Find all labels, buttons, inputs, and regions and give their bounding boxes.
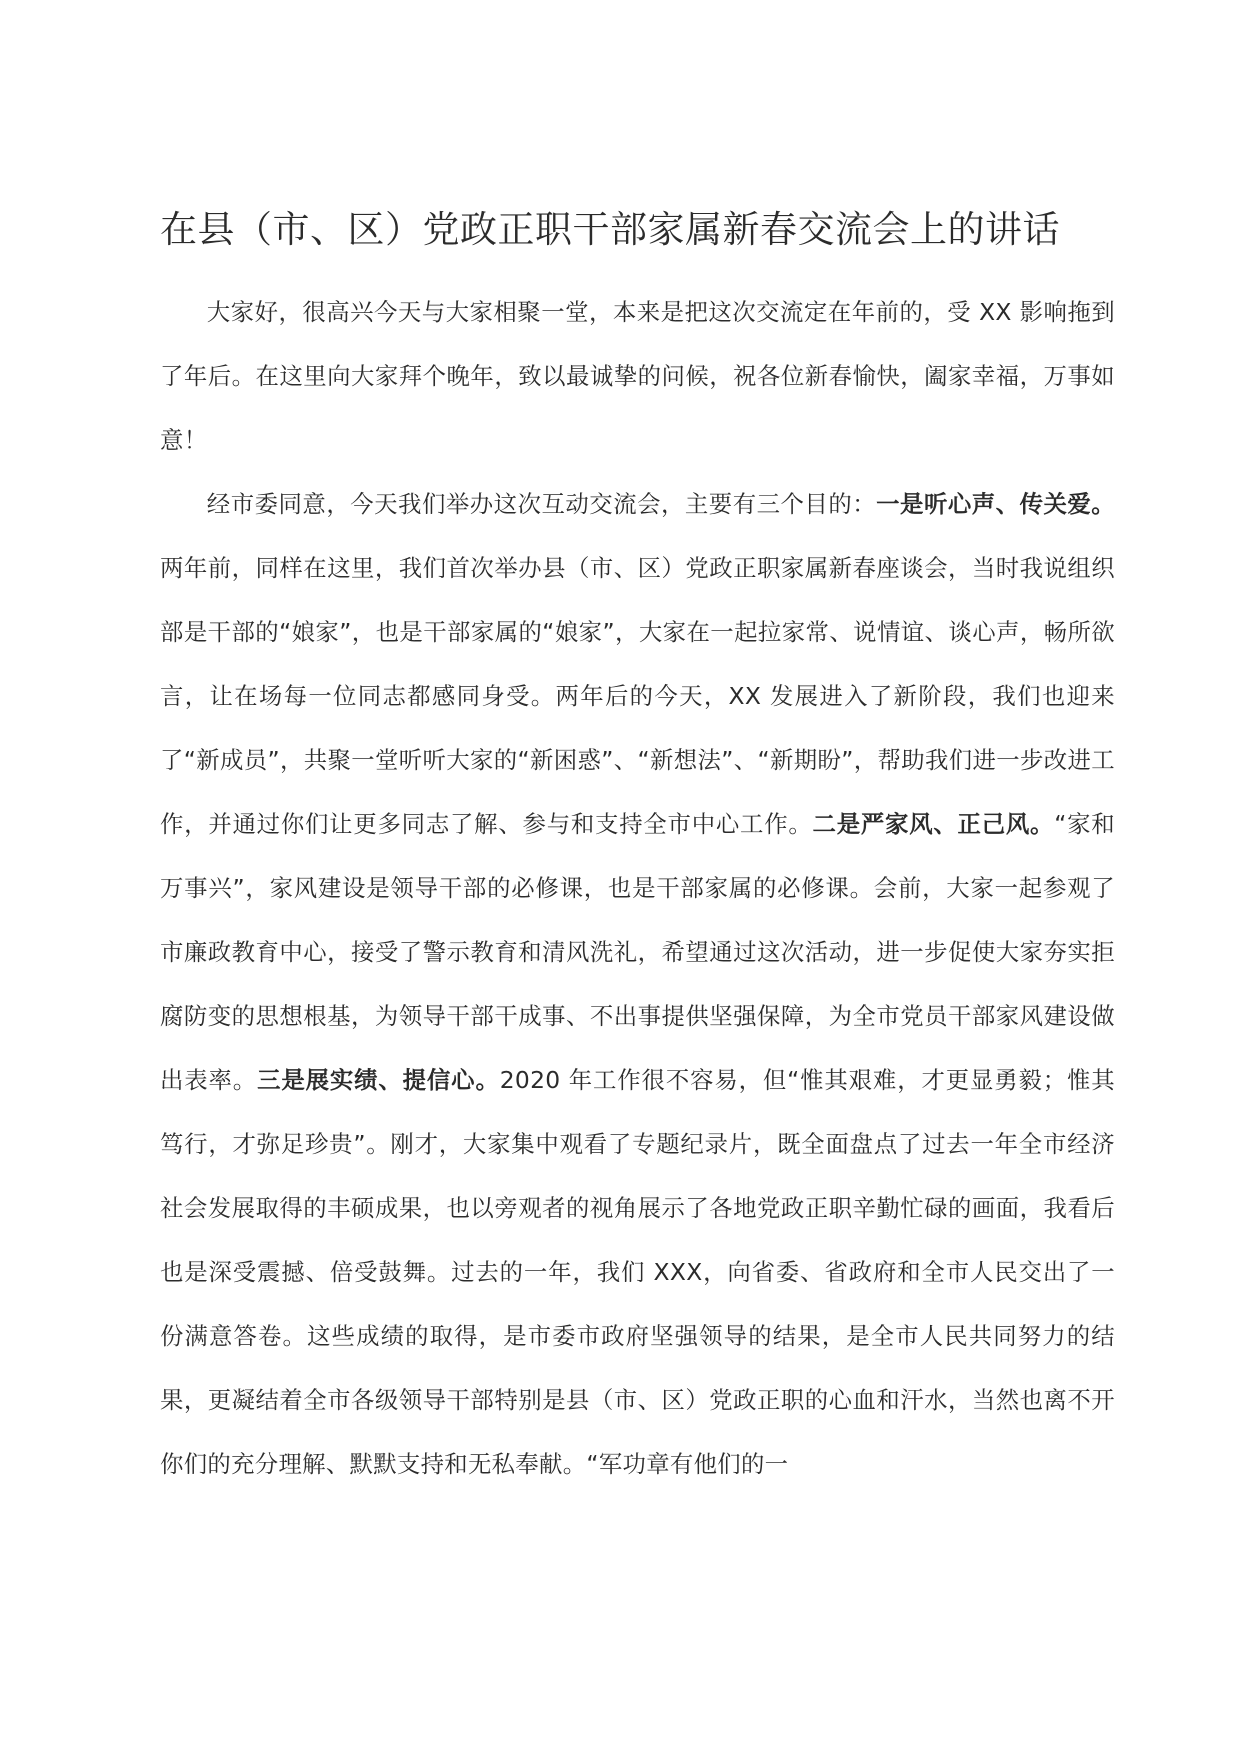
paragraph-text: “家和万事兴”，家风建设是领导干部的必修课，也是干部家属的必修课。会前，大家一起参观了市廉政教育中心，接受了警示教育和清风洗礼，希望通过这次活动，进一步促使大家夯实拒腐防变的思想根基，为领导干部干成事、不出事提供坚强保障，为全市党员干部家风建设做出表率。 (160, 810, 1115, 1094)
body-paragraph (160, 280, 1115, 472)
bold-heading-phrase: 三是展实绩、提信心。 (257, 1066, 500, 1094)
body-paragraph (160, 472, 1115, 1496)
document-body (160, 280, 1115, 1496)
paragraph-text: 2020 年工作很不容易，但“惟其艰难，才更显勇毅；惟其笃行，才弥足珍贵”。刚才，大家集中观看了专题纪录片，既全面盘点了过去一年全市经济社会发展取得的丰硕成果，也以旁观者的视角展示了各地党政正职辛勤忙碌的画面，我看后也是深受震撼、倍受鼓舞。过去的一年，我们 XXX，向省委、省政府和全市人民交出了一份满意答卷。这些成绩的取得，是市委市政府坚强领导的结果，是全市人民共同努力的结果，更凝结着全市各级领导干部特别是县（市、区）党政正职的心血和汗水，当然也离不开你们的充分理解、默默支持和无私奉献。“军功章有他们的一 (160, 1066, 1116, 1478)
document-page (160, 200, 1115, 1496)
paragraph-text: 经市委同意，今天我们举办这次互动交流会，主要有三个目的： (206, 490, 877, 518)
paragraph-text: 两年前，同样在这里，我们首次举办县（市、区）党政正职家属新春座谈会，当时我说组织部是干部的“娘家”，也是干部家属的“娘家”，大家在一起拉家常、说情谊、谈心声，畅所欲言，让在场每一位同志都感同身受。两年后的今天，XX 发展进入了新阶段，我们也迎来了“新成员”，共聚一堂听听大家的“新困惑”、“新想法”、“新期盼”，帮助我们进一步改进工作，并通过你们让更多同志了解、参与和支持全市中心工作。 (160, 554, 1115, 838)
paragraph-text: 大家好，很高兴今天与大家相聚一堂，本来是把这次交流定在年前的，受 XX 影响拖到了年后。在这里向大家拜个晚年，致以最诚挚的问候，祝各位新春愉快，阖家幸福，万事如意！ (160, 298, 1115, 454)
document-title: 在县（市、区）党政正职干部家属新春交流会上的讲话 (160, 208, 1060, 251)
bold-heading-phrase: 二是严家风、正己风。 (812, 810, 1055, 838)
bold-heading-phrase: 一是听心声、传关爱。 (876, 490, 1115, 518)
